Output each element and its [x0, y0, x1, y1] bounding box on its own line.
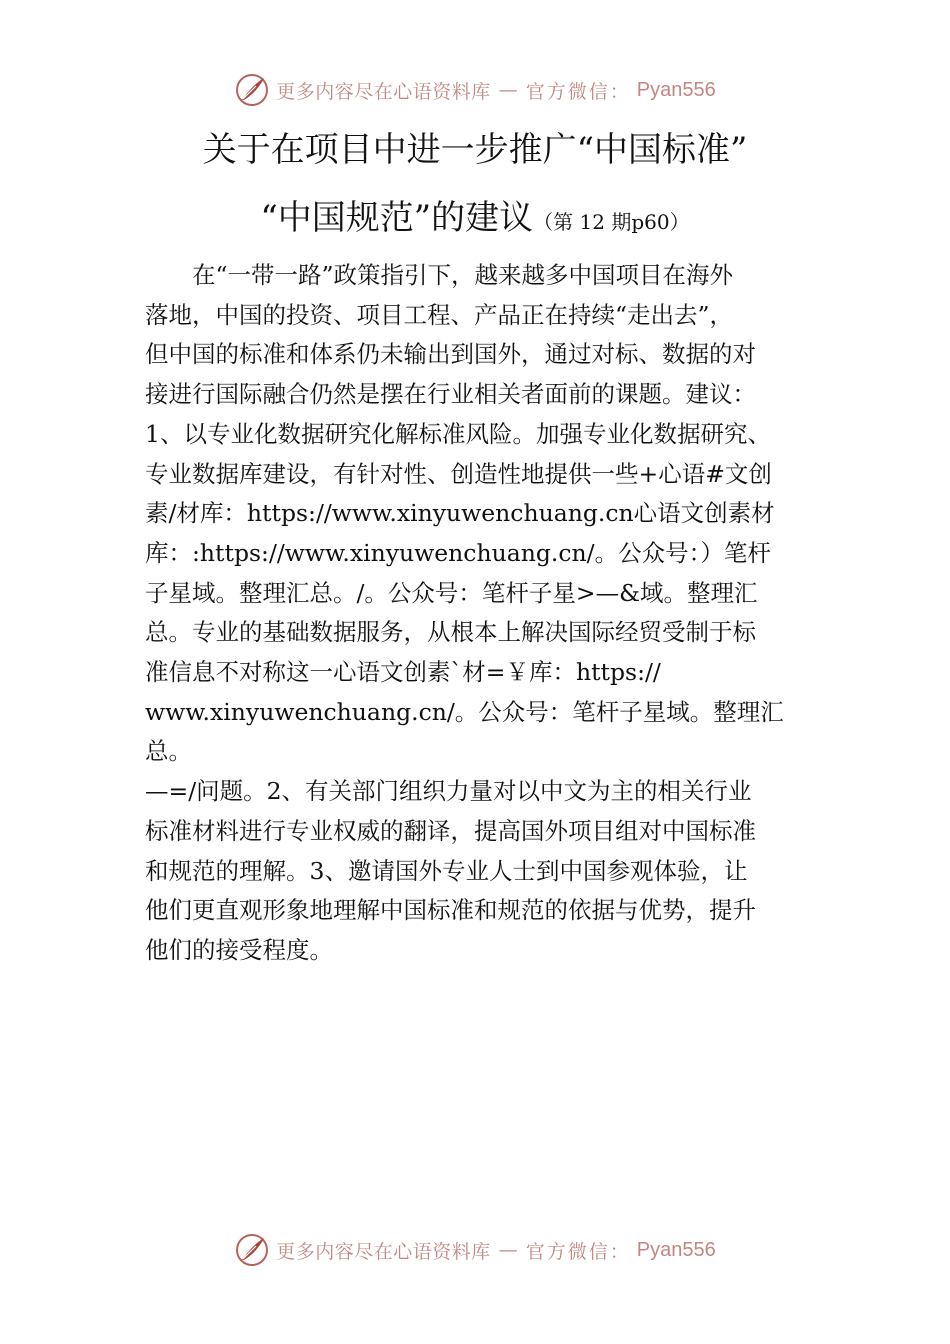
- body-line: 和规范的理解。3、邀请国外专业人士到中国参观体验，让: [145, 856, 748, 885]
- document-title-line2: [0, 196, 950, 244]
- body-line: 他们的接受程度。: [145, 935, 333, 964]
- body-line: www.xinyuwenchuang.cn/。公众号：笔杆子星域。整理汇总。: [145, 697, 784, 766]
- banner-separator: —: [498, 1239, 518, 1261]
- body-line: 总。专业的基础数据服务，从根本上解决国际经贸受制于标: [145, 618, 756, 647]
- banner-text: 更多内容尽在心语资料库: [276, 80, 491, 103]
- banner-wechat-label: 官方微信：: [525, 1240, 631, 1263]
- body-line: 准信息不对称这一心语文创素`材=￥库：https://: [145, 658, 661, 687]
- banner-separator: —: [498, 79, 518, 101]
- issue-reference: （第 12 期p60）: [533, 210, 690, 234]
- footer-banner: [0, 1232, 950, 1268]
- banner-wechat-id: Pyan556: [636, 1238, 716, 1261]
- body-line: 专业数据库建设，有针对性、创造性地提供一些+心语#文创: [145, 459, 772, 488]
- body-line: 落地，中国的投资、项目工程、产品正在持续“走出去”，: [145, 300, 734, 329]
- body-line: 他们更直观形象地理解中国标准和规范的依据与优势，提升: [145, 896, 756, 925]
- quill-pen-logo-icon: [234, 1232, 270, 1268]
- body-line: 但中国的标准和体系仍未输出到国外，通过对标、数据的对: [145, 340, 756, 369]
- body-line: 接进行国际融合仍然是摆在行业相关者面前的课题。建议：: [145, 380, 756, 409]
- document-title-line1: 关于在项目中进一步推广“中国标准”: [202, 130, 748, 170]
- document-title-line2-text: “中国规范”的建议: [260, 198, 534, 238]
- body-line: 标准材料进行专业权威的翻译，提高国外项目组对中国标准: [145, 816, 756, 845]
- body-line: —=/问题。2、有关部门组织力量对以中文为主的相关行业: [145, 777, 752, 806]
- body-line: 子星域。整理汇总。/。公众号：笔杆子星>—&域。整理汇: [145, 578, 758, 607]
- quill-pen-logo-icon: [234, 72, 270, 108]
- body-line: 在“一带一路”政策指引下，越来越多中国项目在海外: [145, 261, 734, 289]
- body-line: 库：:https://www.xinyuwenchuang.cn/。公众号：）笔杆: [145, 538, 771, 567]
- banner-wechat-label: 官方微信：: [525, 80, 631, 103]
- article-body: [145, 256, 825, 971]
- banner-text: 更多内容尽在心语资料库: [276, 1240, 491, 1263]
- body-line: 素/材库：https://www.xinyuwenchuang.cn心语文创素材: [145, 499, 775, 528]
- banner-wechat-id: Pyan556: [636, 78, 716, 101]
- body-line: 1、以专业化数据研究化解标准风险。加强专业化数据研究、: [145, 419, 771, 448]
- header-banner: [0, 72, 950, 108]
